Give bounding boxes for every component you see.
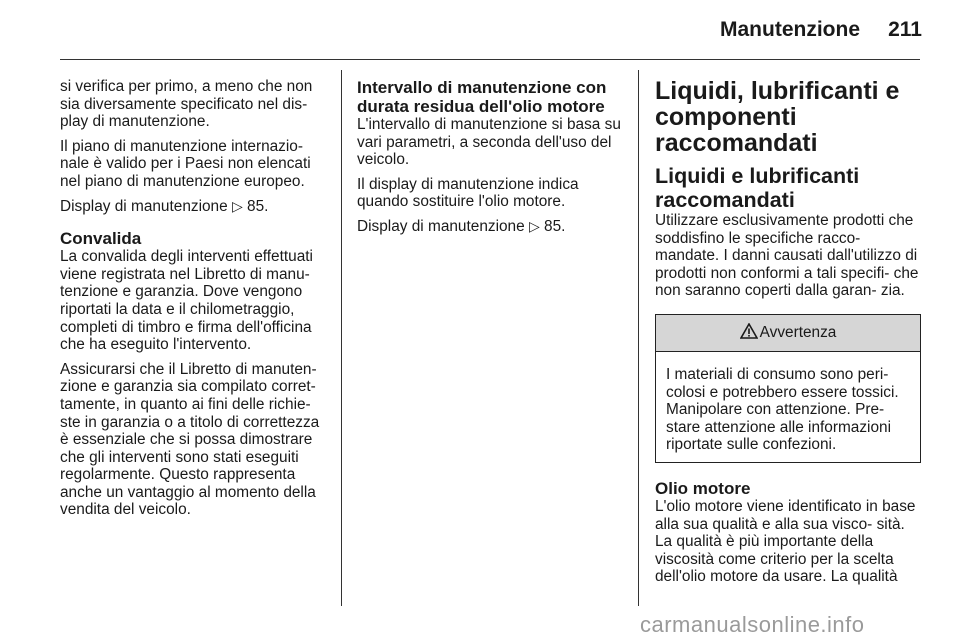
section-title: Manutenzione	[720, 18, 860, 41]
section-heading-convalida: Convalida	[60, 229, 142, 249]
column-2	[357, 78, 625, 243]
paragraph: Assicurarsi che il Libretto di manuten- zione e garanzia sia compilato corret- tamente, in quanto ai fini delle richie- ste in garanzia o a titolo di correttezza è essenziale che si possa dimostrare che gli interventi sono stati eseguiti regolarmente. Questo rappresenta anche un vantaggio al momento della vendita del veicolo.	[60, 360, 320, 519]
page-header	[0, 0, 960, 60]
cross-reference[interactable]	[60, 198, 326, 216]
chapter-title: Liquidi, lubrificanti e componenti raccomandati	[655, 77, 900, 157]
paragraph: L'intervallo di manutenzione si basa su vari parametri, a seconda dell'uso del veicolo.	[357, 116, 621, 169]
paragraph: Il display di manutenzione indica quando sostituire l'olio motore.	[357, 175, 579, 211]
column-divider-2	[638, 70, 639, 606]
reference-text: Display di manutenzione	[357, 217, 525, 235]
column-1	[60, 78, 326, 526]
paragraph: Il piano di manutenzione internazio- nale è valido per i Paesi non elencati nel piano di manutenzione europeo.	[60, 137, 311, 190]
page-reference-icon: ▷	[528, 217, 540, 234]
paragraph: Utilizzare esclusivamente prodotti che soddisfino le specifiche racco- mandate. I danni causati dall'utilizzo di prodotti non conformi a tali specifi- che non saranno coperti dalla garan- zia.	[655, 212, 919, 300]
reference-page: 85.	[247, 197, 269, 215]
reference-text: Display di manutenzione	[60, 197, 228, 215]
warning-box	[655, 314, 921, 463]
header-rule	[60, 59, 920, 60]
watermark: carmanualsonline.info	[640, 612, 865, 637]
section-heading-olio-motore: Olio motore	[655, 478, 751, 498]
reference-page: 85.	[544, 217, 566, 235]
warning-triangle-icon	[740, 323, 758, 339]
column-3	[655, 78, 921, 593]
cross-reference[interactable]	[357, 218, 625, 236]
paragraph: L'olio motore viene identificato in base alla sua qualità e alla sua visco- sità. La qualità è più importante della viscosità come criterio per la scelta dell'olio motore da usare. La qualità	[655, 497, 916, 586]
warning-text: I materiali di consumo sono peri- colosi e potrebbero essere tossici. Manipolare con attenzione. Pre- stare attenzione alle informazioni riportate sulle confezioni.	[666, 365, 899, 454]
paragraph: La convalida degli interventi effettuati viene registrata nel Libretto di manu- tenzione e garanzia. Dove vengono riportati la data e il chilometraggio, completi di timbro e firma dell'officina che ha eseguito l'intervento.	[60, 248, 313, 354]
page-number: 211	[888, 18, 922, 41]
warning-header	[656, 315, 920, 352]
subsection-title: Liquidi e lubrificanti raccomandati	[655, 164, 860, 212]
section-heading-intervallo: Intervallo di manutenzione con durata residua dell'olio motore	[357, 78, 607, 116]
page-reference-icon: ▷	[231, 197, 243, 214]
paragraph: si verifica per primo, a meno che non sia diversamente specificato nel dis- play di manutenzione.	[60, 78, 313, 131]
column-divider-1	[341, 70, 342, 606]
warning-title: Avvertenza	[759, 323, 837, 341]
